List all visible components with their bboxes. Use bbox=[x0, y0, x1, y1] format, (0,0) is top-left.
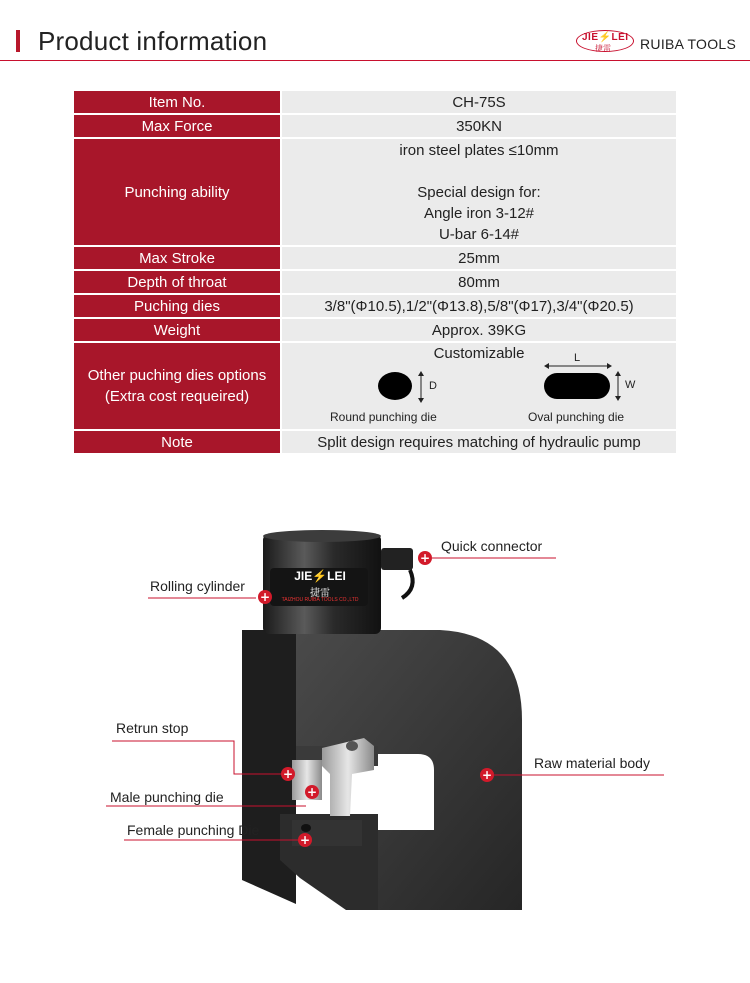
callout-raw-material-body: Raw material body bbox=[534, 755, 650, 771]
spec-value: Approx. 39KG bbox=[282, 319, 676, 341]
header bbox=[0, 0, 750, 62]
header-divider bbox=[0, 60, 750, 61]
spec-value: Split design requires matching of hydraulic pump bbox=[282, 431, 676, 453]
logo-text: JIE⚡LEI bbox=[582, 32, 629, 43]
spec-value bbox=[282, 343, 676, 429]
spec-row-item-no bbox=[74, 91, 676, 113]
hydraulic-punch-illustration bbox=[0, 470, 750, 978]
spec-value: 3/8"(Φ10.5),1/2"(Φ13.8),5/8"(Φ17),3/4"(Φ20.5) bbox=[282, 295, 676, 317]
callout-return-stop: Retrun stop bbox=[116, 720, 189, 736]
spec-label: Max Force bbox=[74, 115, 282, 137]
marker-plus-icon: + bbox=[282, 767, 294, 781]
callout-male-punching-die: Male punching die bbox=[110, 789, 224, 805]
logo-chinese-text: 捷雷 bbox=[595, 44, 611, 53]
punching-ability-line: U-bar 6-14# bbox=[438, 225, 520, 243]
spec-label: Punching ability bbox=[74, 139, 282, 245]
other-dies-label-line: Other puching dies options bbox=[87, 367, 267, 384]
punching-ability-line: iron steel plates ≤10mm bbox=[399, 141, 559, 159]
spec-row-other-dies bbox=[74, 343, 676, 429]
spec-label: Max Stroke bbox=[74, 247, 282, 269]
marker-plus-icon: + bbox=[481, 768, 493, 782]
spec-row-weight bbox=[74, 319, 676, 341]
marker-plus-icon: + bbox=[306, 785, 318, 799]
title-accent-bar bbox=[16, 30, 20, 52]
spec-label: Puching dies bbox=[74, 295, 282, 317]
spec-label bbox=[74, 343, 282, 429]
customizable-text: Customizable bbox=[433, 345, 525, 362]
spec-label: Note bbox=[74, 431, 282, 453]
other-dies-label-line: (Extra cost requeired) bbox=[104, 388, 250, 405]
spec-row-max-force bbox=[74, 115, 676, 137]
page-title: Product information bbox=[38, 26, 268, 56]
callout-female-punching-die: Female punching Die bbox=[127, 822, 260, 838]
spec-label: Depth of throat bbox=[74, 271, 282, 293]
dimension-arrow-icon bbox=[416, 371, 426, 403]
oval-die-length-label: L bbox=[574, 352, 581, 364]
spec-value: 25mm bbox=[282, 247, 676, 269]
spec-row-max-stroke bbox=[74, 247, 676, 269]
brand-name: RUIBA TOOLS bbox=[640, 36, 737, 52]
spec-row-note bbox=[74, 431, 676, 453]
spec-label: Weight bbox=[74, 319, 282, 341]
spec-value bbox=[282, 139, 676, 245]
punching-ability-line: Special design for: bbox=[417, 183, 541, 201]
oval-die-width-label: W bbox=[625, 379, 636, 391]
spec-value: 350KN bbox=[282, 115, 676, 137]
cylinder-brand-text: JIE⚡LEI bbox=[294, 569, 346, 583]
quick-connector bbox=[381, 548, 413, 570]
marker-plus-icon: + bbox=[299, 833, 311, 847]
spec-row-punching-ability bbox=[74, 139, 676, 245]
punching-ability-line: Angle iron 3-12# bbox=[423, 204, 535, 222]
spec-row-punching-dies bbox=[74, 295, 676, 317]
cylinder-company-text: TAIZHOU RUIBA TOOLS CO.,LTD bbox=[281, 597, 359, 603]
marker-plus-icon: + bbox=[419, 551, 431, 565]
round-die-caption: Round punching die bbox=[330, 410, 437, 424]
spec-table bbox=[74, 89, 676, 455]
product-photo bbox=[0, 470, 750, 978]
marker-plus-icon: + bbox=[259, 590, 271, 604]
round-die-dimension-label: D bbox=[429, 380, 437, 392]
die-options-illustration bbox=[282, 343, 676, 429]
oval-die-icon bbox=[544, 373, 610, 399]
cylinder-chinese-text: 捷雷 bbox=[310, 588, 330, 599]
bolt-icon bbox=[301, 824, 311, 832]
callout-quick-connector: Quick connector bbox=[441, 538, 543, 554]
round-die-icon bbox=[378, 372, 412, 400]
dimension-arrow-icon bbox=[613, 371, 623, 401]
spec-value: CH-75S bbox=[282, 91, 676, 113]
spec-label: Item No. bbox=[74, 91, 282, 113]
spec-row-depth-of-throat bbox=[74, 271, 676, 293]
oval-die-caption: Oval punching die bbox=[528, 410, 625, 424]
jielei-logo bbox=[576, 30, 636, 56]
callout-rolling-cylinder: Rolling cylinder bbox=[150, 578, 245, 594]
spec-value: 80mm bbox=[282, 271, 676, 293]
